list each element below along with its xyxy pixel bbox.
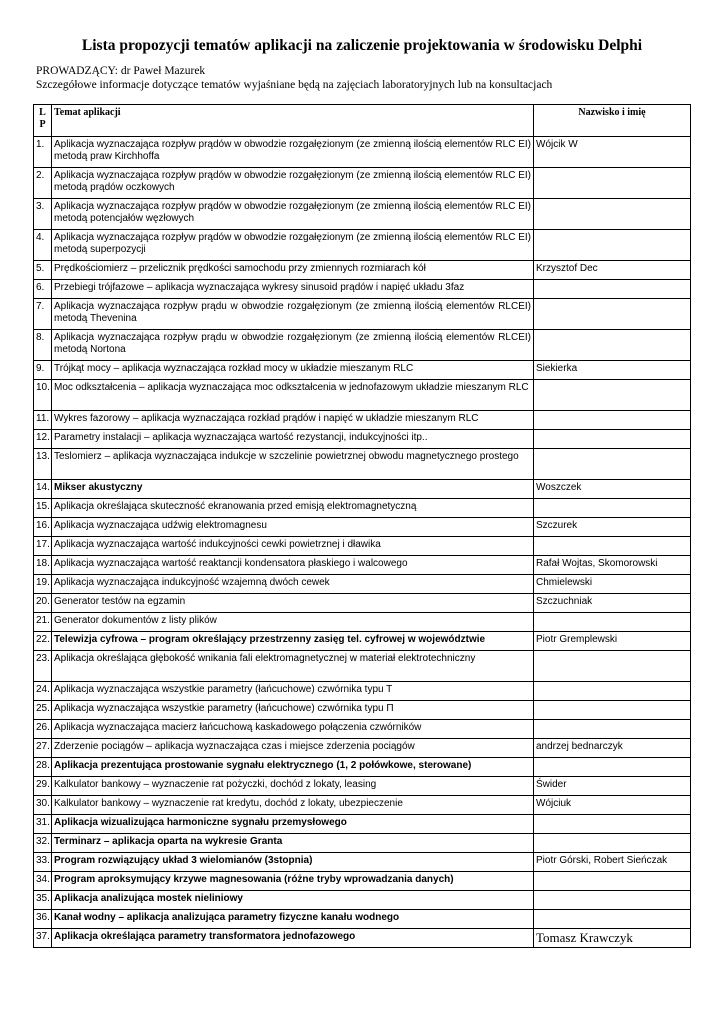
row-topic: Moc odkształcenia – aplikacja wyznaczająca moc odkształcenia w jednofazowym układzie mieszanym RLC	[52, 380, 534, 411]
table-row	[34, 594, 691, 613]
info-line: Szczegółowe informacje dotyczące tematów wyjaśniane będą na zajęciach laboratoryjnych lub na konsultacjach	[36, 79, 553, 91]
table-row	[34, 168, 691, 199]
row-topic: Aplikacja określająca skuteczność ekranowania przed emisją elektromagnetyczną	[52, 499, 534, 518]
table-row	[34, 480, 691, 499]
row-number: 11.	[34, 411, 52, 430]
row-name	[534, 815, 691, 834]
row-name	[534, 380, 691, 411]
table-row	[34, 910, 691, 929]
row-number: 15.	[34, 499, 52, 518]
row-name: Piotr Gremplewski	[534, 632, 691, 651]
row-number: 1.	[34, 137, 52, 168]
row-number: 22.	[34, 632, 52, 651]
row-name: Woszczek	[534, 480, 691, 499]
row-number: 26.	[34, 720, 52, 739]
row-topic: Aplikacja wyznaczająca rozpływ prądów w obwodzie rozgałęzionym (ze zmienną ilością elementów RLC EI) metodą superpozycji	[52, 230, 534, 261]
row-name	[534, 872, 691, 891]
row-topic: Kalkulator bankowy – wyznaczenie rat kredytu, dochód z lokaty, ubezpieczenie	[52, 796, 534, 815]
row-topic: Prędkościomierz – przelicznik prędkości samochodu przy zmiennych rozmiarach kół	[52, 261, 534, 280]
table-row	[34, 137, 691, 168]
row-topic: Aplikacja wyznaczająca indukcyjność wzajemną dwóch cewek	[52, 575, 534, 594]
row-topic: Aplikacja określająca głębokość wnikania fali elektromagnetycznej w materiał elektrotechniczny	[52, 651, 534, 682]
row-name: Piotr Górski, Robert Sieńczak	[534, 853, 691, 872]
row-number: 27.	[34, 739, 52, 758]
row-name	[534, 834, 691, 853]
row-name	[534, 411, 691, 430]
table-row	[34, 701, 691, 720]
row-name	[534, 891, 691, 910]
row-topic: Generator dokumentów z listy plików	[52, 613, 534, 632]
table-row	[34, 720, 691, 739]
row-name	[534, 682, 691, 701]
row-number: 8.	[34, 330, 52, 361]
row-name: Wójciuk	[534, 796, 691, 815]
page-title: Lista propozycji tematów aplikacji na zaliczenie projektowania w środowisku Delphi	[81, 37, 643, 54]
row-number: 23.	[34, 651, 52, 682]
row-number: 34.	[34, 872, 52, 891]
table-row	[34, 449, 691, 480]
row-topic: Telewizja cyfrowa – program określający przestrzenny zasięg tel. cyfrowej w województwie	[52, 632, 534, 651]
row-number: 5.	[34, 261, 52, 280]
row-number: 18.	[34, 556, 52, 575]
row-name: Szczurek	[534, 518, 691, 537]
table-row	[34, 632, 691, 651]
table-row	[34, 651, 691, 682]
row-topic: Aplikacja wizualizująca harmoniczne sygnału przemysłowego	[52, 815, 534, 834]
row-number: 12.	[34, 430, 52, 449]
row-topic: Aplikacja wyznaczająca udźwig elektromagnesu	[52, 518, 534, 537]
row-number: 6.	[34, 280, 52, 299]
row-name: Siekierka	[534, 361, 691, 380]
table-row	[34, 430, 691, 449]
row-name: Świder	[534, 777, 691, 796]
row-topic: Zderzenie pociągów – aplikacja wyznaczająca czas i miejsce zderzenia pociągów	[52, 739, 534, 758]
row-name: Krzysztof Dec	[534, 261, 691, 280]
header-lp: L P	[34, 105, 52, 137]
row-name	[534, 613, 691, 632]
header-topic: Temat aplikacji	[52, 105, 534, 137]
row-topic: Aplikacja wyznaczająca rozpływ prądów w obwodzie rozgałęzionym (ze zmienną ilością elementów RLC EI) metodą praw Kirchhoffa	[52, 137, 534, 168]
table-row	[34, 815, 691, 834]
table-row	[34, 499, 691, 518]
table-row	[34, 682, 691, 701]
row-name	[534, 280, 691, 299]
row-topic: Aplikacja wyznaczająca rozpływ prądów w obwodzie rozgałęzionym (ze zmienną ilością elementów RLC EI) metodą prądów oczkowych	[52, 168, 534, 199]
row-number: 31.	[34, 815, 52, 834]
table-row	[34, 518, 691, 537]
row-number: 37.	[34, 929, 52, 948]
table-row	[34, 872, 691, 891]
row-topic: Parametry instalacji – aplikacja wyznaczająca wartość rezystancji, indukcyjności itp..	[52, 430, 534, 449]
row-number: 36.	[34, 910, 52, 929]
table-row	[34, 796, 691, 815]
table-row	[34, 556, 691, 575]
row-number: 20.	[34, 594, 52, 613]
row-number: 30.	[34, 796, 52, 815]
row-topic: Program aproksymujący krzywe magnesowania (różne tryby wprowadzania danych)	[52, 872, 534, 891]
row-topic: Aplikacja prezentująca prostowanie sygnału elektrycznego (1, 2 połówkowe, sterowane)	[52, 758, 534, 777]
row-name	[534, 199, 691, 230]
row-name: andrzej bednarczyk	[534, 739, 691, 758]
table-row	[34, 361, 691, 380]
row-number: 3.	[34, 199, 52, 230]
row-topic: Generator testów na egzamin	[52, 594, 534, 613]
table-row	[34, 299, 691, 330]
row-name: Tomasz Krawczyk	[534, 929, 691, 948]
row-number: 29.	[34, 777, 52, 796]
row-number: 33.	[34, 853, 52, 872]
row-number: 28.	[34, 758, 52, 777]
row-topic: Kanał wodny – aplikacja analizująca parametry fizyczne kanału wodnego	[52, 910, 534, 929]
table-row	[34, 537, 691, 556]
row-topic: Aplikacja wyznaczająca wartość reaktancji kondensatora płaskiego i walcowego	[52, 556, 534, 575]
row-name	[534, 430, 691, 449]
row-topic: Program rozwiązujący układ 3 wielomianów (3stopnia)	[52, 853, 534, 872]
row-topic: Aplikacja wyznaczająca wartość indukcyjności cewki powietrznej i dławika	[52, 537, 534, 556]
row-number: 24.	[34, 682, 52, 701]
table-row	[34, 853, 691, 872]
row-topic: Aplikacja analizująca mostek nieliniowy	[52, 891, 534, 910]
row-name: Szczuchniak	[534, 594, 691, 613]
row-topic: Aplikacja określająca parametry transformatora jednofazowego	[52, 929, 534, 948]
row-topic: Aplikacja wyznaczająca rozpływ prądu w obwodzie rozgałęzionym (ze zmienną ilością elementów RLCEI) metodą Thevenina	[52, 299, 534, 330]
row-number: 7.	[34, 299, 52, 330]
table-row	[34, 777, 691, 796]
row-name	[534, 758, 691, 777]
table-row	[34, 199, 691, 230]
row-number: 17.	[34, 537, 52, 556]
table-header-row	[34, 105, 691, 137]
header-name: Nazwisko i imię	[534, 105, 691, 137]
table-row	[34, 230, 691, 261]
row-name	[534, 330, 691, 361]
row-name	[534, 449, 691, 480]
row-name	[534, 299, 691, 330]
topics-table	[33, 104, 691, 948]
row-name	[534, 230, 691, 261]
table-row	[34, 834, 691, 853]
row-name: Wójcik W	[534, 137, 691, 168]
row-name	[534, 720, 691, 739]
row-number: 9.	[34, 361, 52, 380]
row-number: 16.	[34, 518, 52, 537]
table-row	[34, 613, 691, 632]
row-topic: Terminarz – aplikacja oparta na wykresie Granta	[52, 834, 534, 853]
row-number: 13.	[34, 449, 52, 480]
row-number: 32.	[34, 834, 52, 853]
row-number: 35.	[34, 891, 52, 910]
row-number: 4.	[34, 230, 52, 261]
row-number: 14.	[34, 480, 52, 499]
row-number: 25.	[34, 701, 52, 720]
row-name: Rafał Wojtas, Skomorowski	[534, 556, 691, 575]
row-name	[534, 537, 691, 556]
row-number: 21.	[34, 613, 52, 632]
row-name: Chmielewski	[534, 575, 691, 594]
row-name	[534, 910, 691, 929]
table-row	[34, 280, 691, 299]
row-topic: Trójkąt mocy – aplikacja wyznaczająca rozkład mocy w układzie mieszanym RLC	[52, 361, 534, 380]
row-name	[534, 651, 691, 682]
row-topic: Aplikacja wyznaczająca wszystkie parametry (łańcuchowe) czwórnika typu Π	[52, 701, 534, 720]
table-row	[34, 261, 691, 280]
row-number: 2.	[34, 168, 52, 199]
row-number: 19.	[34, 575, 52, 594]
row-topic: Aplikacja wyznaczająca macierz łańcuchową kaskadowego połączenia czwórników	[52, 720, 534, 739]
row-topic: Przebiegi trójfazowe – aplikacja wyznaczająca wykresy sinusoid prądów i napięć układu 3faz	[52, 280, 534, 299]
table-row	[34, 891, 691, 910]
row-topic: Kalkulator bankowy – wyznaczenie rat pożyczki, dochód z lokaty, leasing	[52, 777, 534, 796]
table-row	[34, 380, 691, 411]
table-row	[34, 739, 691, 758]
table-row	[34, 330, 691, 361]
table-row	[34, 929, 691, 948]
table-row	[34, 758, 691, 777]
row-name	[534, 701, 691, 720]
table-row	[34, 411, 691, 430]
row-name	[534, 168, 691, 199]
row-topic: Teslomierz – aplikacja wyznaczająca indukcje w szczelinie powietrznej obwodu magnetycznego prostego	[52, 449, 534, 480]
row-topic: Mikser akustyczny	[52, 480, 534, 499]
row-number: 10.	[34, 380, 52, 411]
row-topic: Aplikacja wyznaczająca rozpływ prądów w obwodzie rozgałęzionym (ze zmienną ilością elementów RLC EI) metodą potencjałów węzłowych	[52, 199, 534, 230]
row-name	[534, 499, 691, 518]
row-topic: Aplikacja wyznaczająca rozpływ prądu w obwodzie rozgałęzionym (ze zmienną ilością elementów RLCEI) metodą Nortona	[52, 330, 534, 361]
row-topic: Wykres fazorowy – aplikacja wyznaczająca rozkład prądów i napięć w układzie mieszanym RLC	[52, 411, 534, 430]
row-topic: Aplikacja wyznaczająca wszystkie parametry (łańcuchowe) czwórnika typu T	[52, 682, 534, 701]
table-row	[34, 575, 691, 594]
instructor-line: PROWADZĄCY: dr Paweł Mazurek	[36, 65, 206, 77]
